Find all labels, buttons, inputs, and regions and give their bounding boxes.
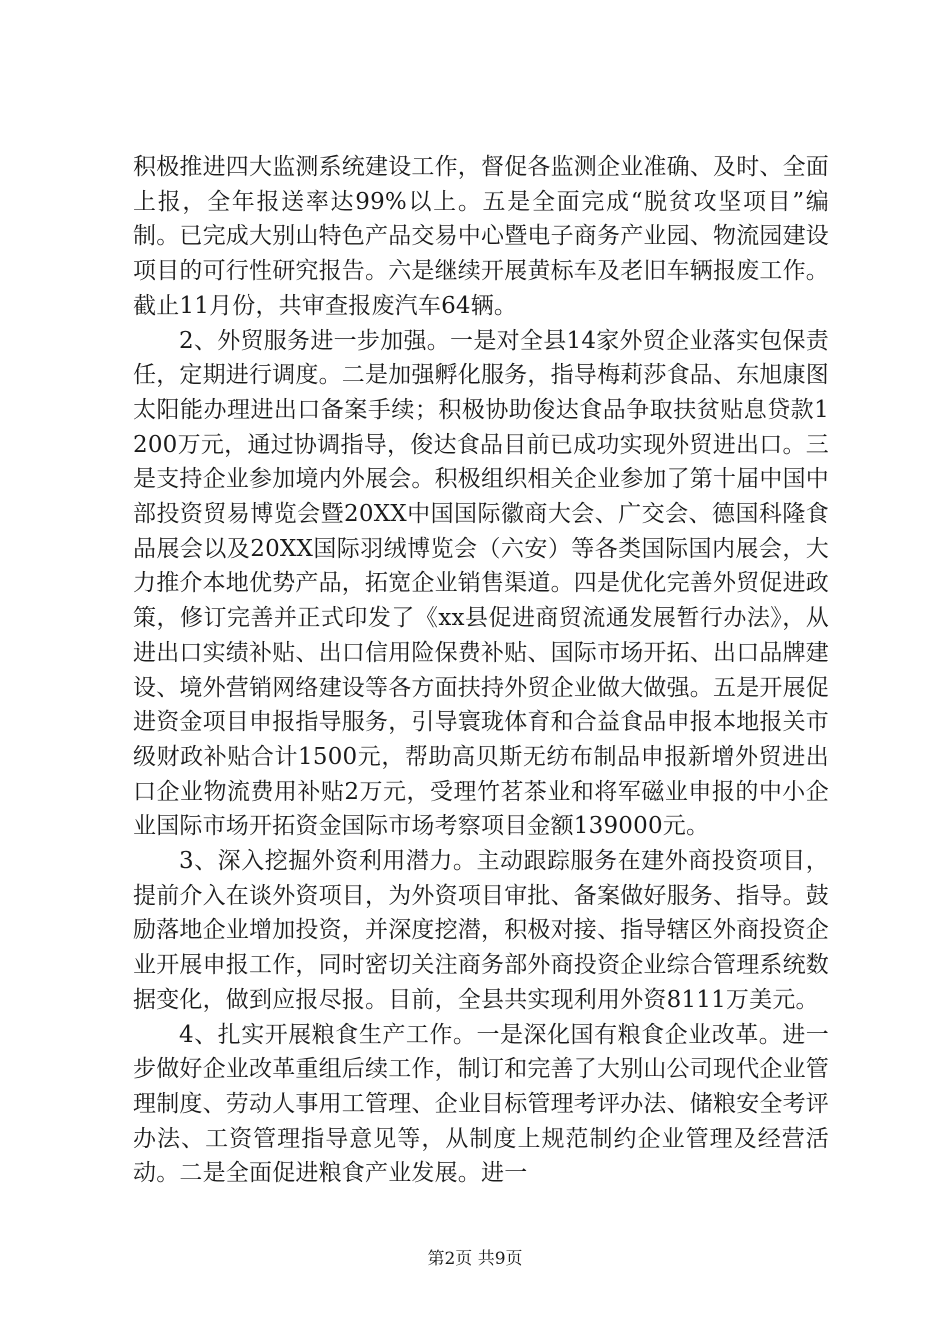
paragraph-grain-production: 4、扎实开展粮食生产工作。一是深化国有粮食企业改革。进一步做好企业改革重组后续工作，制订和完善了大别山公司现代企业管理制度、劳动人事用工管理、企业目标管理考评办法、储粮安全考评办法、工资管理指导意见等，从制度上规范制约企业管理及经营活动。二是全面促进粮食产业发展。进一 (133, 1021, 829, 1187)
page-number: 第2页 (427, 1249, 473, 1269)
paragraph-foreign-trade: 2、外贸服务进一步加强。一是对全县14家外贸企业落实包保责任，定期进行调度。二是加强孵化服务，指导梅莉莎食品、东旭康图太阳能办理进出口备案手续；积极协助俊达食品争取扶贫贴息贷款1200万元，通过协调指导，俊达食品目前已成功实现外贸进出口。三是支持企业参加境内外展会。积极组织相关企业参加了第十届中国中部投资贸易博览会暨20XX中国国际徽商大会、广交会、德国科隆食品展会以及20XX国际羽绒博览会（六安）等各类国际国内展会，大力推介本地优势产品，拓宽企业销售渠道。四是优化完善外贸促进政策，修订完善并正式印发了《xx县促进商贸流通发展暂行办法》，从进出口实绩补贴、出口信用险保费补贴、国际市场开拓、出口品牌建设、境外营销网络建设等各方面扶持外贸企业做大做强。五是开展促进资金项目申报指导服务，引导寰珑体育和合益食品申报本地报关市级财政补贴合计1500元，帮助高贝斯无纺布制品申报新增外贸进出口企业物流费用补贴2万元，受理竹茗茶业和将军磁业申报的中小企业国际市场开拓资金国际市场考察项目金额139000元。 (133, 327, 829, 840)
paragraph-continuation: 积极推进四大监测系统建设工作，督促各监测企业准确、及时、全面上报，全年报送率达99%以上。五是全面完成“脱贫攻坚项目”编制。已完成大别山特色产品交易中心暨电子商务产业园、物流园建设项目的可行性研究报告。六是继续开展黄标车及老旧车辆报废工作。截止11月份，共审查报废汽车64辆。 (133, 154, 829, 319)
document-body (133, 150, 829, 1191)
paragraph-foreign-investment: 3、深入挖掘外资利用潜力。主动跟踪服务在建外商投资项目，提前介入在谈外资项目，为外资项目审批、备案做好服务、指导。鼓励落地企业增加投资，并深度挖潜，积极对接、指导辖区外商投资企业开展申报工作，同时密切关注商务部外商投资企业综合管理系统数据变化，做到应报尽报。目前，全县共实现利用外资8111万美元。 (133, 848, 829, 1013)
page-total: 共9页 (477, 1249, 523, 1269)
page-footer (0, 1244, 950, 1269)
